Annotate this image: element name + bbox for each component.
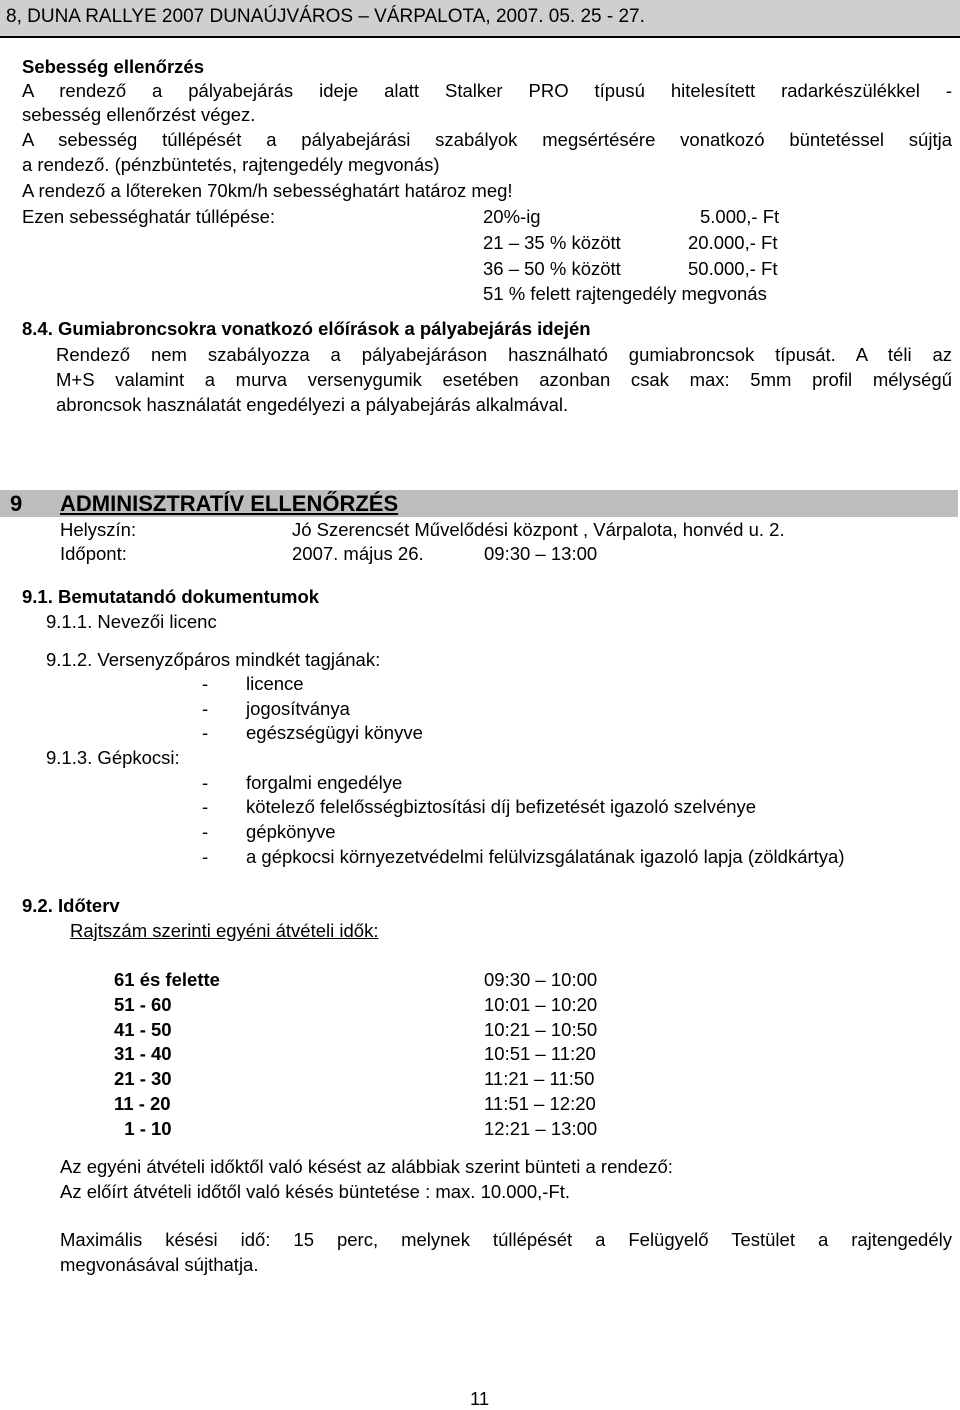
docs-item-3: 9.1.3. Gépkocsi: — [46, 747, 180, 768]
location-value: Jó Szerencsét Művelődési központ , Várpalota, honvéd u. 2. — [292, 519, 785, 540]
time-label: Időpont: — [60, 543, 127, 564]
fine-over-51: 51 % felett rajtengedély megvonás — [483, 283, 767, 304]
schedule-range: 51 - 60 — [114, 994, 172, 1015]
docs-item-1: 9.1.1. Nevezői licenc — [46, 611, 217, 632]
page-header — [0, 0, 960, 38]
speed-line-5: A rendező a lőtereken 70km/h sebességhatárt határoz meg! — [22, 180, 513, 201]
max-delay-1: Maximális késési idő: 15 perc, melynek túllépését a Felügyelő Testület a rajtengedély — [60, 1229, 952, 1250]
list-dash: - — [202, 821, 209, 842]
schedule-time: 10:21 – 10:50 — [484, 1019, 598, 1040]
list-item: a gépkocsi környezetvédelmi felülvizsgálatának igazoló lapja (zöldkártya) — [246, 846, 845, 867]
schedule-range: 21 - 30 — [114, 1068, 172, 1089]
speed-heading: Sebesség ellenőrzés — [22, 56, 205, 77]
list-dash: - — [202, 796, 209, 817]
speed-line-3: A sebesség túllépését a pályabejárási szabályok megsértésére vonatkozó büntetéssel sújtja — [22, 129, 952, 150]
schedule-range: 61 és felette — [114, 969, 220, 990]
speed-line-1: A rendező a pályabejárás ideje alatt Stalker PRO típusú hitelesített radarkészülékkel - — [22, 80, 952, 101]
schedule-time: 11:51 – 12:20 — [484, 1093, 596, 1114]
list-item: jogosítványa — [246, 698, 350, 719]
schedule-time: 10:51 – 11:20 — [484, 1043, 596, 1064]
time-date: 2007. május 26. — [292, 543, 424, 564]
schedule-time: 11:21 – 11:50 — [484, 1068, 595, 1089]
location-label: Helyszín: — [60, 519, 137, 540]
schedule-range: 11 - 20 — [114, 1093, 171, 1114]
schedule-subheading: Rajtszám szerinti egyéni átvételi idők: — [70, 920, 379, 941]
list-item: kötelező felelősségbiztosítási díj befizetését igazoló szelvénye — [246, 796, 757, 817]
late-rule-2: Az előírt átvételi időtől való késés büntetése : max. 10.000,-Ft. — [60, 1181, 571, 1202]
schedule-time: 09:30 – 10:00 — [484, 969, 598, 990]
schedule-range: 41 - 50 — [114, 1019, 172, 1040]
section-9-title: ADMINISZTRATÍV ELLENŐRZÉS — [60, 491, 399, 516]
schedule-range: 31 - 40 — [114, 1043, 172, 1064]
list-dash: - — [202, 698, 209, 719]
speed-line-4: a rendező. (pénzbüntetés, rajtengedély megvonás) — [22, 154, 440, 175]
tyres-heading: 8.4. Gumiabroncsokra vonatkozó előírások a pályabejárás idején — [22, 318, 591, 339]
docs-heading: 9.1. Bemutatandó dokumentumok — [22, 586, 320, 607]
fine-amount: 50.000,- Ft — [688, 258, 778, 279]
list-dash: - — [202, 772, 209, 793]
late-rule-1: Az egyéni átvételi időktől való késést az alábbiak szerint bünteti a rendező: — [60, 1156, 673, 1177]
list-item: gépkönyve — [246, 821, 336, 842]
fine-amount: 20.000,- Ft — [688, 232, 778, 253]
schedule-time: 10:01 – 10:20 — [484, 994, 598, 1015]
header-title: 8, DUNA RALLYE 2007 DUNAÚJVÁROS – VÁRPALOTA, 2007. 05. 25 - 27. — [6, 6, 645, 27]
tyres-line-3: abroncsok használatát engedélyezi a pályabejárás alkalmával. — [56, 394, 569, 415]
schedule-heading: 9.2. Időterv — [22, 895, 120, 916]
list-dash: - — [202, 722, 209, 743]
schedule-time: 12:21 – 13:00 — [484, 1118, 598, 1139]
docs-item-2: 9.1.2. Versenyzőpáros mindkét tagjának: — [46, 649, 381, 670]
tyres-line-1: Rendező nem szabályozza a pályabejáráson használható gumiabroncsok típusát. A téli az — [56, 344, 952, 365]
fine-amount: 5.000,- Ft — [700, 206, 780, 227]
list-item: forgalmi engedélye — [246, 772, 403, 793]
speed-line-2: sebesség ellenőrzést végez. — [22, 104, 256, 125]
fine-range: 20%-ig — [483, 206, 541, 227]
list-item: licence — [246, 673, 304, 694]
time-range: 09:30 – 13:00 — [484, 543, 598, 564]
fine-range: 21 – 35 % között — [483, 232, 621, 253]
speed-limit-label: Ezen sebességhatár túllépése: — [22, 206, 276, 227]
schedule-range: 1 - 10 — [114, 1118, 172, 1139]
list-dash: - — [202, 846, 209, 867]
tyres-line-2: M+S valamint a murva versenygumik esetében azonban csak max: 5mm profil mélységű — [56, 369, 952, 390]
page-number: 11 — [470, 1388, 490, 1409]
max-delay-2: megvonásával sújthatja. — [60, 1254, 259, 1275]
fine-range: 36 – 50 % között — [483, 258, 621, 279]
list-item: egészségügyi könyve — [246, 722, 423, 743]
list-dash: - — [202, 673, 209, 694]
section-9-number: 9 — [10, 491, 23, 516]
section-9-bar — [0, 490, 958, 517]
